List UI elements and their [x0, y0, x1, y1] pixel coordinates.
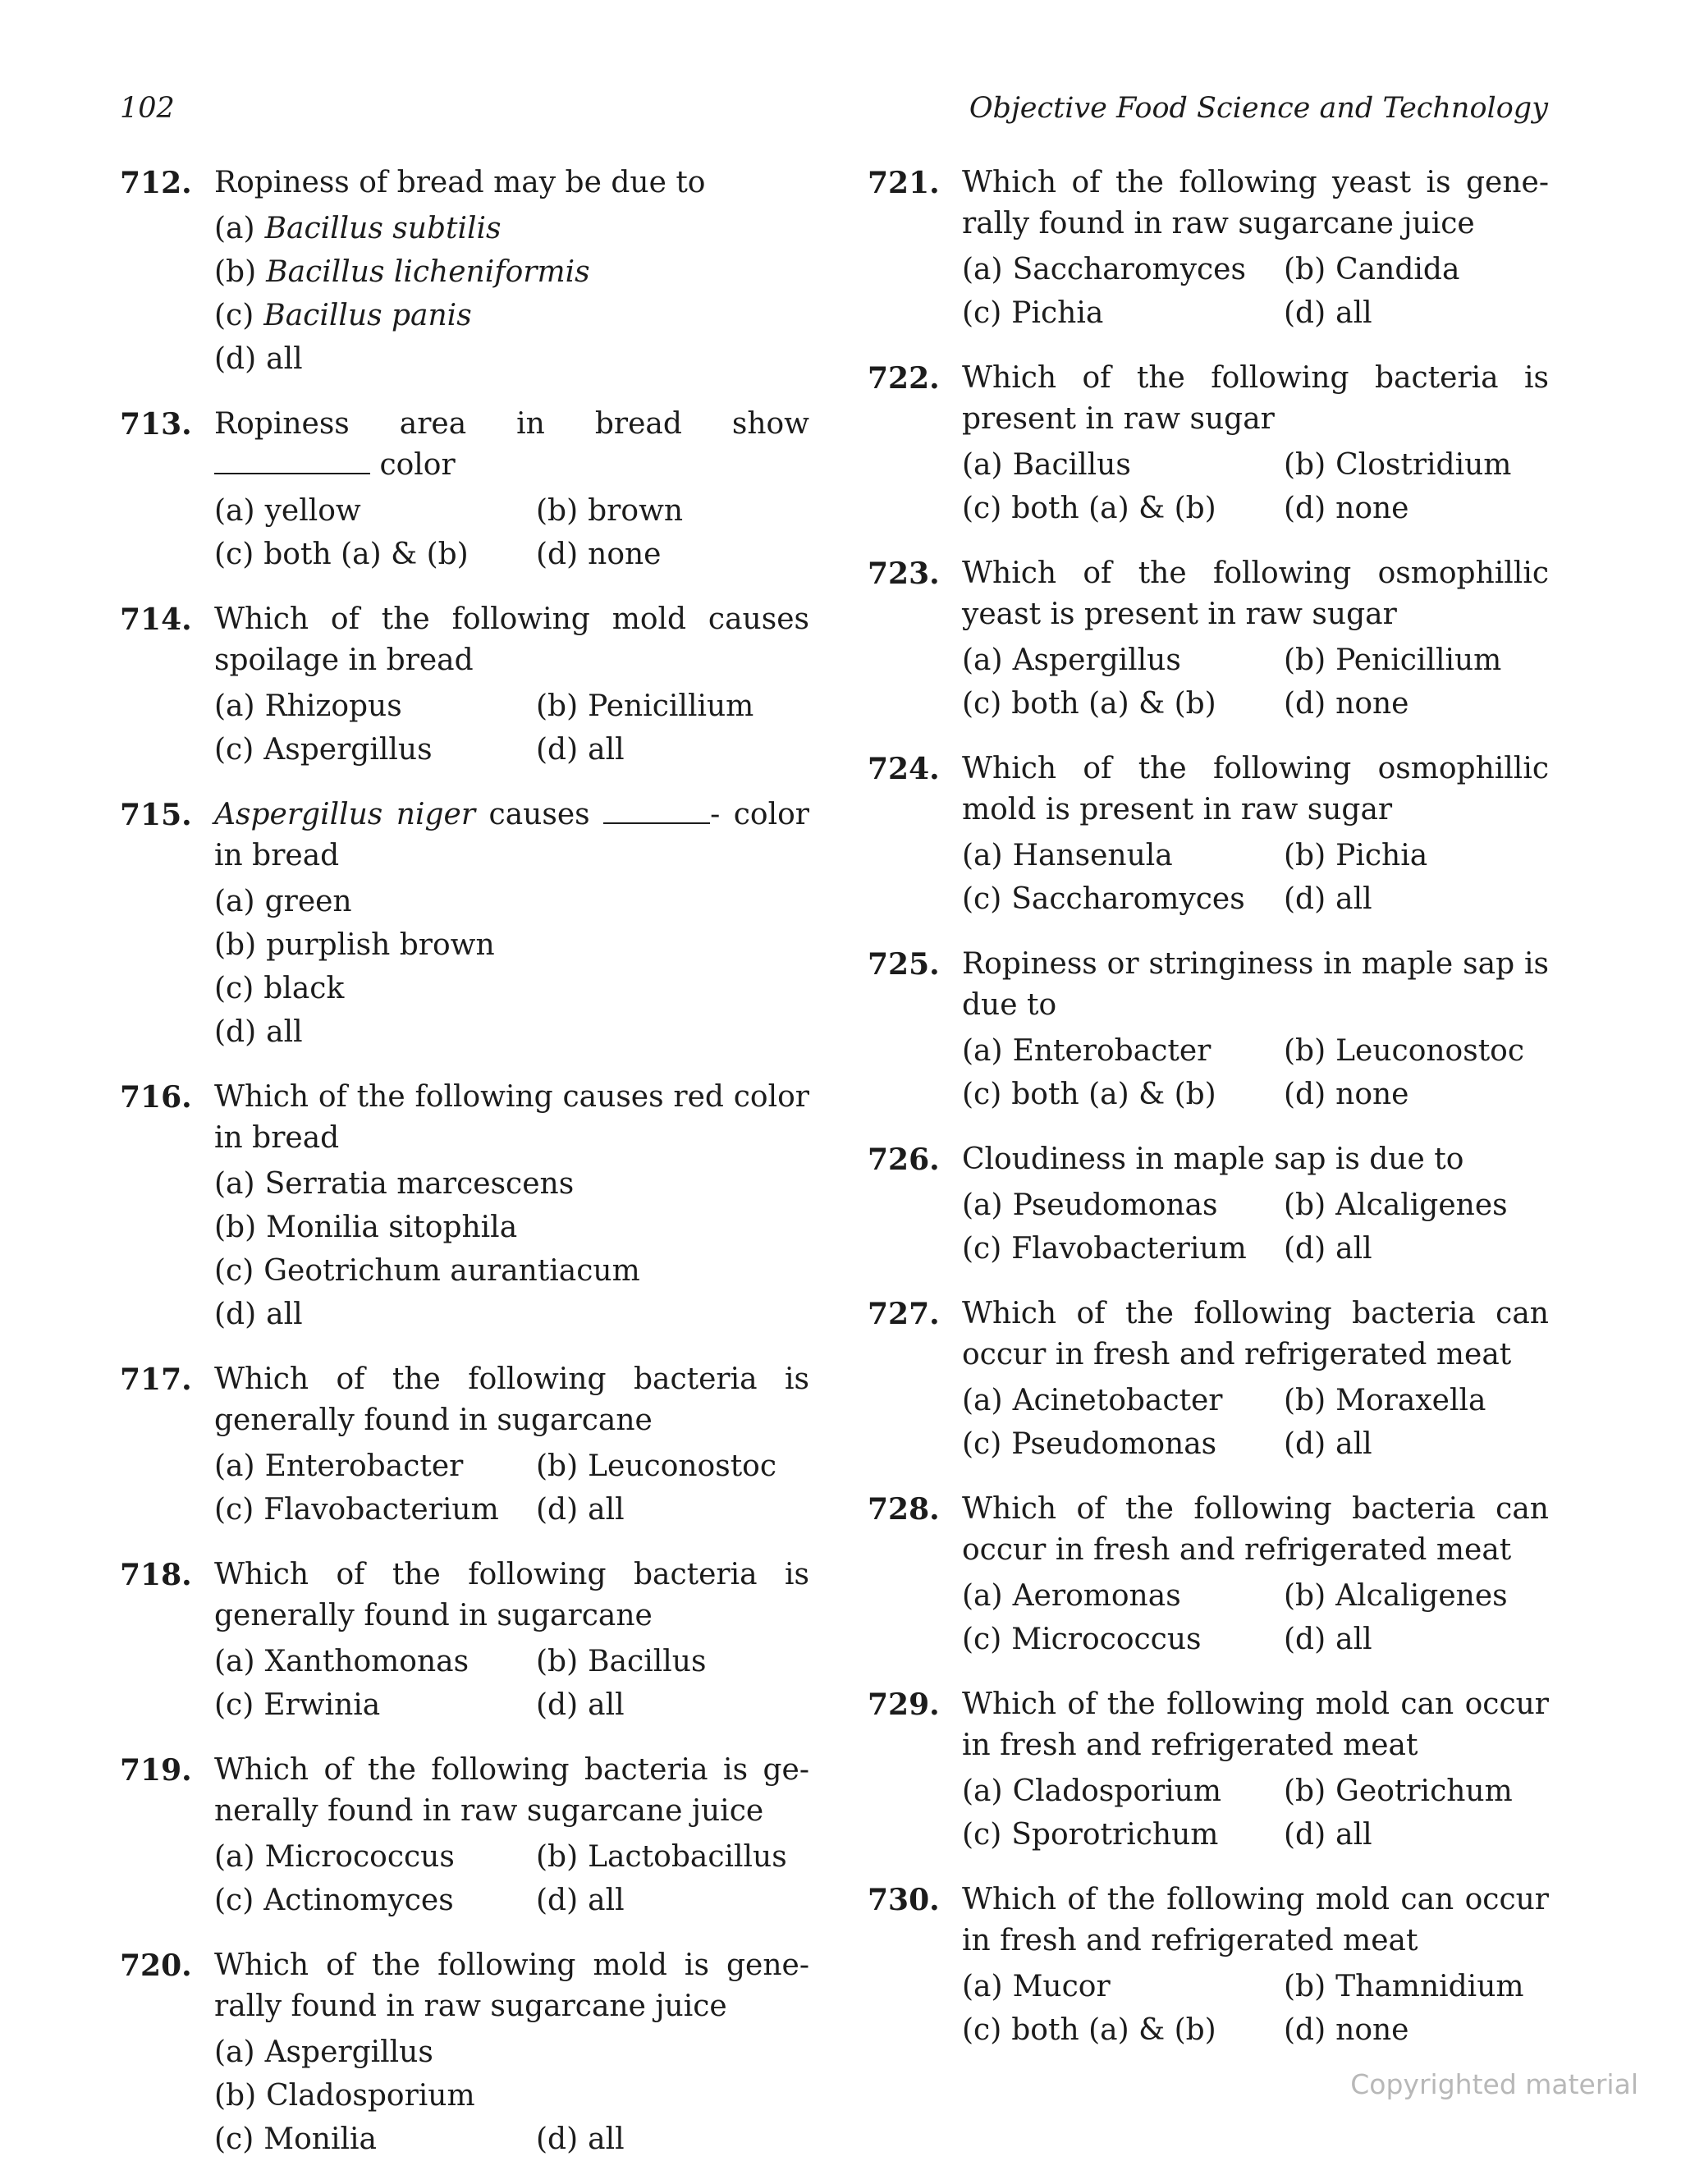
option-c: (c) Pseudomonas: [962, 1427, 1217, 1461]
option-b: (b) Pichia: [1284, 839, 1428, 872]
option-d: (d) all: [1284, 1232, 1372, 1266]
question-text: Which of the following bacteria is present in raw sugar: [962, 361, 1549, 436]
option-c: (c) both (a) & (b): [214, 538, 469, 571]
question-text: Which of the following mold can occur in fresh and refrigerated meat: [962, 1883, 1549, 1957]
fill-in-blank: [214, 445, 370, 474]
question-number: 713.: [120, 407, 192, 442]
option-b: (b) Monilia sitophila: [214, 1211, 518, 1244]
question-721: [868, 163, 1549, 335]
option-d: (d) all: [1284, 296, 1372, 330]
options: [962, 248, 1549, 335]
question-text: Which of the following osmophillic mold is present in raw sugar: [962, 752, 1549, 826]
question-724: [868, 749, 1549, 921]
option-c: (c) Flavobacterium: [962, 1232, 1247, 1266]
option-a: (a) Xanthomonas: [214, 1645, 469, 1678]
option-c: (c) Monilia: [214, 2122, 377, 2156]
question-number: 714.: [120, 602, 192, 637]
question-text: Which of the following bacteria is ge-nerally found in raw sugarcane juice: [214, 1753, 809, 1828]
option-d: (d) all: [1284, 1623, 1372, 1656]
option-d: (d) all: [536, 1493, 625, 1527]
question-number: 724.: [868, 752, 940, 786]
option-d: (d) all: [214, 342, 303, 376]
option-a: (a) Bacillus: [962, 448, 1131, 482]
question-number: 716.: [120, 1080, 192, 1115]
option-d: (d) all: [214, 1015, 303, 1049]
question-719: [120, 1750, 809, 1922]
question-text: Which of the following yeast is gene-rally found in raw sugarcane juice: [962, 166, 1549, 240]
option-a: (a) green: [214, 885, 352, 918]
option-c: (c) Aspergillus: [214, 733, 433, 767]
option-c: (c) Geotrichum aurantiacum: [214, 1254, 640, 1288]
question-text: Which of the following bacteria can occur in fresh and refrigerated meat: [962, 1492, 1549, 1567]
question-726: [868, 1139, 1549, 1271]
question-number: 712.: [120, 166, 192, 200]
question-text: Which of the following mold can occur in fresh and refrigerated meat: [962, 1687, 1549, 1762]
options: [962, 1965, 1549, 2052]
question-text: Which of the following bacteria is generally found in sugarcane: [214, 1362, 809, 1437]
option-a: (a) Acinetobacter: [962, 1384, 1223, 1417]
question-714: [120, 599, 809, 771]
question-number: 719.: [120, 1753, 192, 1788]
option-b: (b) Leuconostoc: [536, 1449, 777, 1483]
option-a: (a) Aeromonas: [962, 1579, 1181, 1613]
option-c: (c) Flavobacterium: [214, 1493, 499, 1527]
option-c: (c) both (a) & (b): [962, 492, 1216, 525]
question-text: Aspergillus niger causes - color in bread: [214, 794, 809, 877]
question-number: 726.: [868, 1142, 940, 1177]
option-a: (a) Bacillus subtilis: [214, 212, 502, 245]
option-d: (d) all: [1284, 1818, 1372, 1852]
question-723: [868, 553, 1549, 726]
question-729: [868, 1684, 1549, 1857]
option-a: (a) Enterobacter: [962, 1034, 1212, 1068]
options: [214, 1640, 809, 1727]
options: [962, 1029, 1549, 1116]
options: [214, 1445, 809, 1532]
question-713: 713. Ropiness area in bread show color (a) yellow (b) brown (c) both (a) & (b) (d) none: [120, 404, 809, 576]
option-b: (b) Bacillus licheniformis: [214, 255, 590, 289]
option-b: (b) Bacillus: [536, 1645, 707, 1678]
question-720: [120, 1945, 809, 2161]
options: [214, 2031, 809, 2161]
right-column: [868, 163, 1549, 2075]
options: [214, 207, 809, 381]
question-718: [120, 1554, 809, 1727]
question-text: Which of the following causes red color in bread: [214, 1080, 809, 1155]
question-text: Cloudiness in maple sap is due to: [962, 1142, 1464, 1176]
option-d: (d) all: [536, 1884, 625, 1917]
page-number: 102: [120, 92, 175, 125]
option-b: (b) Leuconostoc: [1284, 1034, 1525, 1068]
question-number: 723.: [868, 556, 940, 591]
option-c: (c) black: [214, 972, 345, 1005]
option-d: (d) all: [536, 1688, 625, 1722]
option-c: (c) Erwinia: [214, 1688, 381, 1722]
question-number: 718.: [120, 1558, 192, 1592]
running-title: Objective Food Science and Technology: [969, 92, 1548, 125]
option-b: (b) Candida: [1284, 253, 1460, 286]
question-text: Which of the following osmophillic yeast is present in raw sugar: [962, 556, 1549, 631]
question-number: 717.: [120, 1362, 192, 1397]
option-c: (c) both (a) & (b): [962, 687, 1216, 721]
option-c: (c) both (a) & (b): [962, 1078, 1216, 1111]
question-number: 715.: [120, 798, 192, 832]
question-number: 727.: [868, 1297, 940, 1331]
option-b: (b) Lactobacillus: [536, 1840, 787, 1874]
options: [962, 1184, 1549, 1271]
option-b: (b) Alcaligenes: [1284, 1579, 1508, 1613]
option-b: (b) Thamnidium: [1284, 1970, 1524, 2003]
question-728: [868, 1489, 1549, 1661]
question-722: [868, 358, 1549, 530]
option-c: (c) Saccharomyces: [962, 882, 1245, 916]
options: [214, 880, 809, 1054]
options: [214, 1835, 809, 1922]
option-d: (d) none: [1284, 492, 1409, 525]
option-a: (a) Pseudomonas: [962, 1188, 1218, 1222]
question-716: [120, 1077, 809, 1336]
option-a: (a) Rhizopus: [214, 689, 402, 723]
fill-in-blank: [603, 794, 710, 824]
question-number: 725.: [868, 947, 940, 982]
option-d: (d) all: [1284, 1427, 1372, 1461]
options: [962, 834, 1549, 921]
options: [962, 443, 1549, 530]
option-b: (b) Cladosporium: [214, 2079, 475, 2113]
question-number: 722.: [868, 361, 940, 396]
option-b: (b) purplish brown: [214, 928, 495, 962]
question-number: 721.: [868, 166, 940, 200]
page-header: [120, 92, 1548, 133]
question-725: [868, 944, 1549, 1116]
option-b: (b) Clostridium: [1284, 448, 1512, 482]
question-715: [120, 794, 809, 1054]
option-a: (a) Serratia marcescens: [214, 1167, 575, 1201]
question-number: 728.: [868, 1492, 940, 1527]
option-d: (d) all: [536, 2122, 625, 2156]
options: [962, 639, 1549, 726]
option-d: (d) none: [536, 538, 662, 571]
question-number: 729.: [868, 1687, 940, 1722]
question-text: Which of the following bacteria can occur in fresh and refrigerated meat: [962, 1297, 1549, 1371]
question-730: [868, 1880, 1549, 2052]
question-text: Which of the following bacteria is generally found in sugarcane: [214, 1558, 809, 1632]
question-text: Which of the following mold is gene-rally found in raw sugarcane juice: [214, 1948, 809, 2023]
question-717: [120, 1359, 809, 1532]
option-a: (a) yellow: [214, 494, 361, 528]
option-d: (d) all: [1284, 882, 1372, 916]
option-b: (b) brown: [536, 494, 684, 528]
option-d: (d) all: [536, 733, 625, 767]
question-number: 730.: [868, 1883, 940, 1917]
option-a: (a) Aspergillus: [214, 2035, 433, 2069]
options: [962, 1379, 1549, 1466]
option-c: (c) Actinomyces: [214, 1884, 454, 1917]
question-text: Ropiness or stringiness in maple sap is due to: [962, 947, 1549, 1022]
option-c: (c) Pichia: [962, 296, 1104, 330]
question-number: 720.: [120, 1948, 192, 1983]
option-a: (a) Hansenula: [962, 839, 1173, 872]
copyright-watermark: Copyrighted material: [1350, 2068, 1638, 2100]
option-b: (b) Penicillium: [1284, 643, 1502, 677]
question-text: Ropiness of bread may be due to: [214, 166, 706, 199]
question-727: [868, 1293, 1549, 1466]
option-a: (a) Micrococcus: [214, 1840, 455, 1874]
option-d: (d) all: [214, 1298, 303, 1331]
option-c: (c) Sporotrichum: [962, 1818, 1219, 1852]
option-a: (a) Mucor: [962, 1970, 1111, 2003]
option-d: (d) none: [1284, 2013, 1409, 2047]
option-a: (a) Cladosporium: [962, 1774, 1222, 1808]
option-a: (a) Enterobacter: [214, 1449, 464, 1483]
options: [962, 1770, 1549, 1857]
option-b: (b) Penicillium: [536, 689, 754, 723]
option-d: (d) none: [1284, 1078, 1409, 1111]
option-a: (a) Aspergillus: [962, 643, 1181, 677]
option-a: (a) Saccharomyces: [962, 253, 1246, 286]
option-c: (c) Bacillus panis: [214, 299, 472, 332]
option-b: (b) Geotrichum: [1284, 1774, 1513, 1808]
option-b: (b) Moraxella: [1284, 1384, 1486, 1417]
options: [214, 489, 809, 576]
option-c: (c) Micrococcus: [962, 1623, 1202, 1656]
option-b: (b) Alcaligenes: [1284, 1188, 1508, 1222]
left-column: [120, 163, 809, 2184]
question-text: Which of the following mold causes spoilage in bread: [214, 602, 809, 677]
options: [214, 1162, 809, 1336]
options: [214, 685, 809, 771]
question-712: [120, 163, 809, 381]
option-d: (d) none: [1284, 687, 1409, 721]
option-c: (c) both (a) & (b): [962, 2013, 1216, 2047]
question-text: Ropiness area in bread show: [214, 407, 809, 441]
options: [962, 1574, 1549, 1661]
